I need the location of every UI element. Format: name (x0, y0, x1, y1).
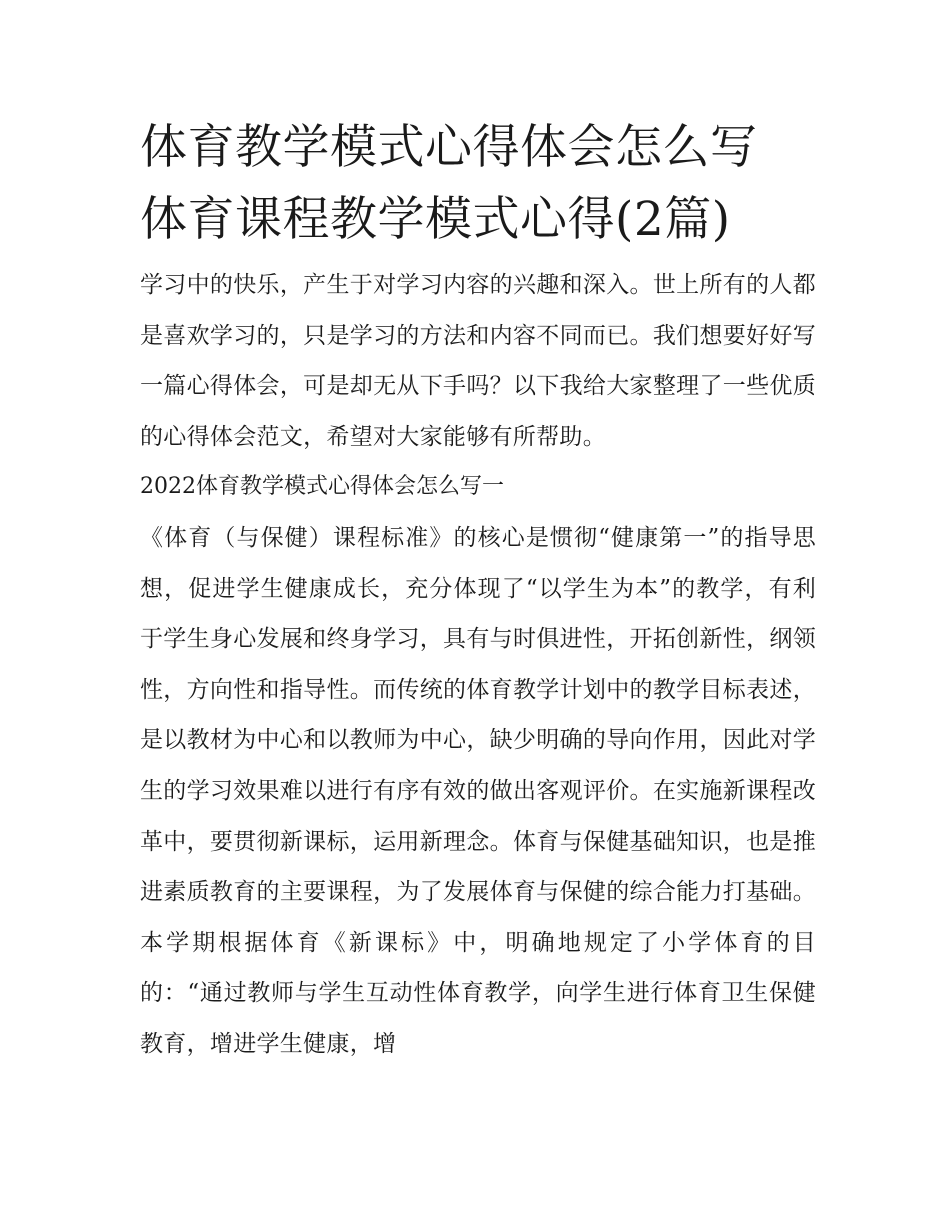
body-paragraph: 《体育（与保健）课程标准》的核心是惯彻“健康第一”的指导思想，促进学生健康成长，充分体现了“以学生为本”的教学，有利于学生身心发展和终身学习，具有与时俱进性，开拓创新性，纲领性，方向性和指导性。而传统的体育教学计划中的教学目标表述，是以教材为中心和以教师为中心，缺少明确的导向作用，因此对学生的学习效果难以进行有序有效的做出客观评价。在实施新课程改革中，要贯彻新课标，运用新理念。体育与保健基础知识，也是推进素质教育的主要课程，为了发展体育与保健的综合能力打基础。本学期根据体育《新课标》中，明确地规定了小学体育的目的：“通过教师与学生互动性体育教学，向学生进行体育卫生保健教育，增进学生健康，增 (140, 524, 816, 1057)
document-title (140, 112, 816, 256)
title-line-1: 体育教学模式心得体会怎么写 (140, 120, 758, 175)
title-line-2: 体育课程教学模式心得(2篇) (140, 192, 731, 247)
section-heading: 2022体育教学模式心得体会怎么写一 (140, 474, 504, 500)
document-page (140, 112, 816, 1070)
intro-paragraph: 学习中的快乐，产生于对学习内容的兴趣和深入。世上所有的人都是喜欢学习的，只是学习的方法和内容不同而已。我们想要好好写一篇心得体会，可是却无从下手吗？以下我给大家整理了一些优质的心得体会范文，希望对大家能够有所帮助。 (140, 272, 816, 450)
